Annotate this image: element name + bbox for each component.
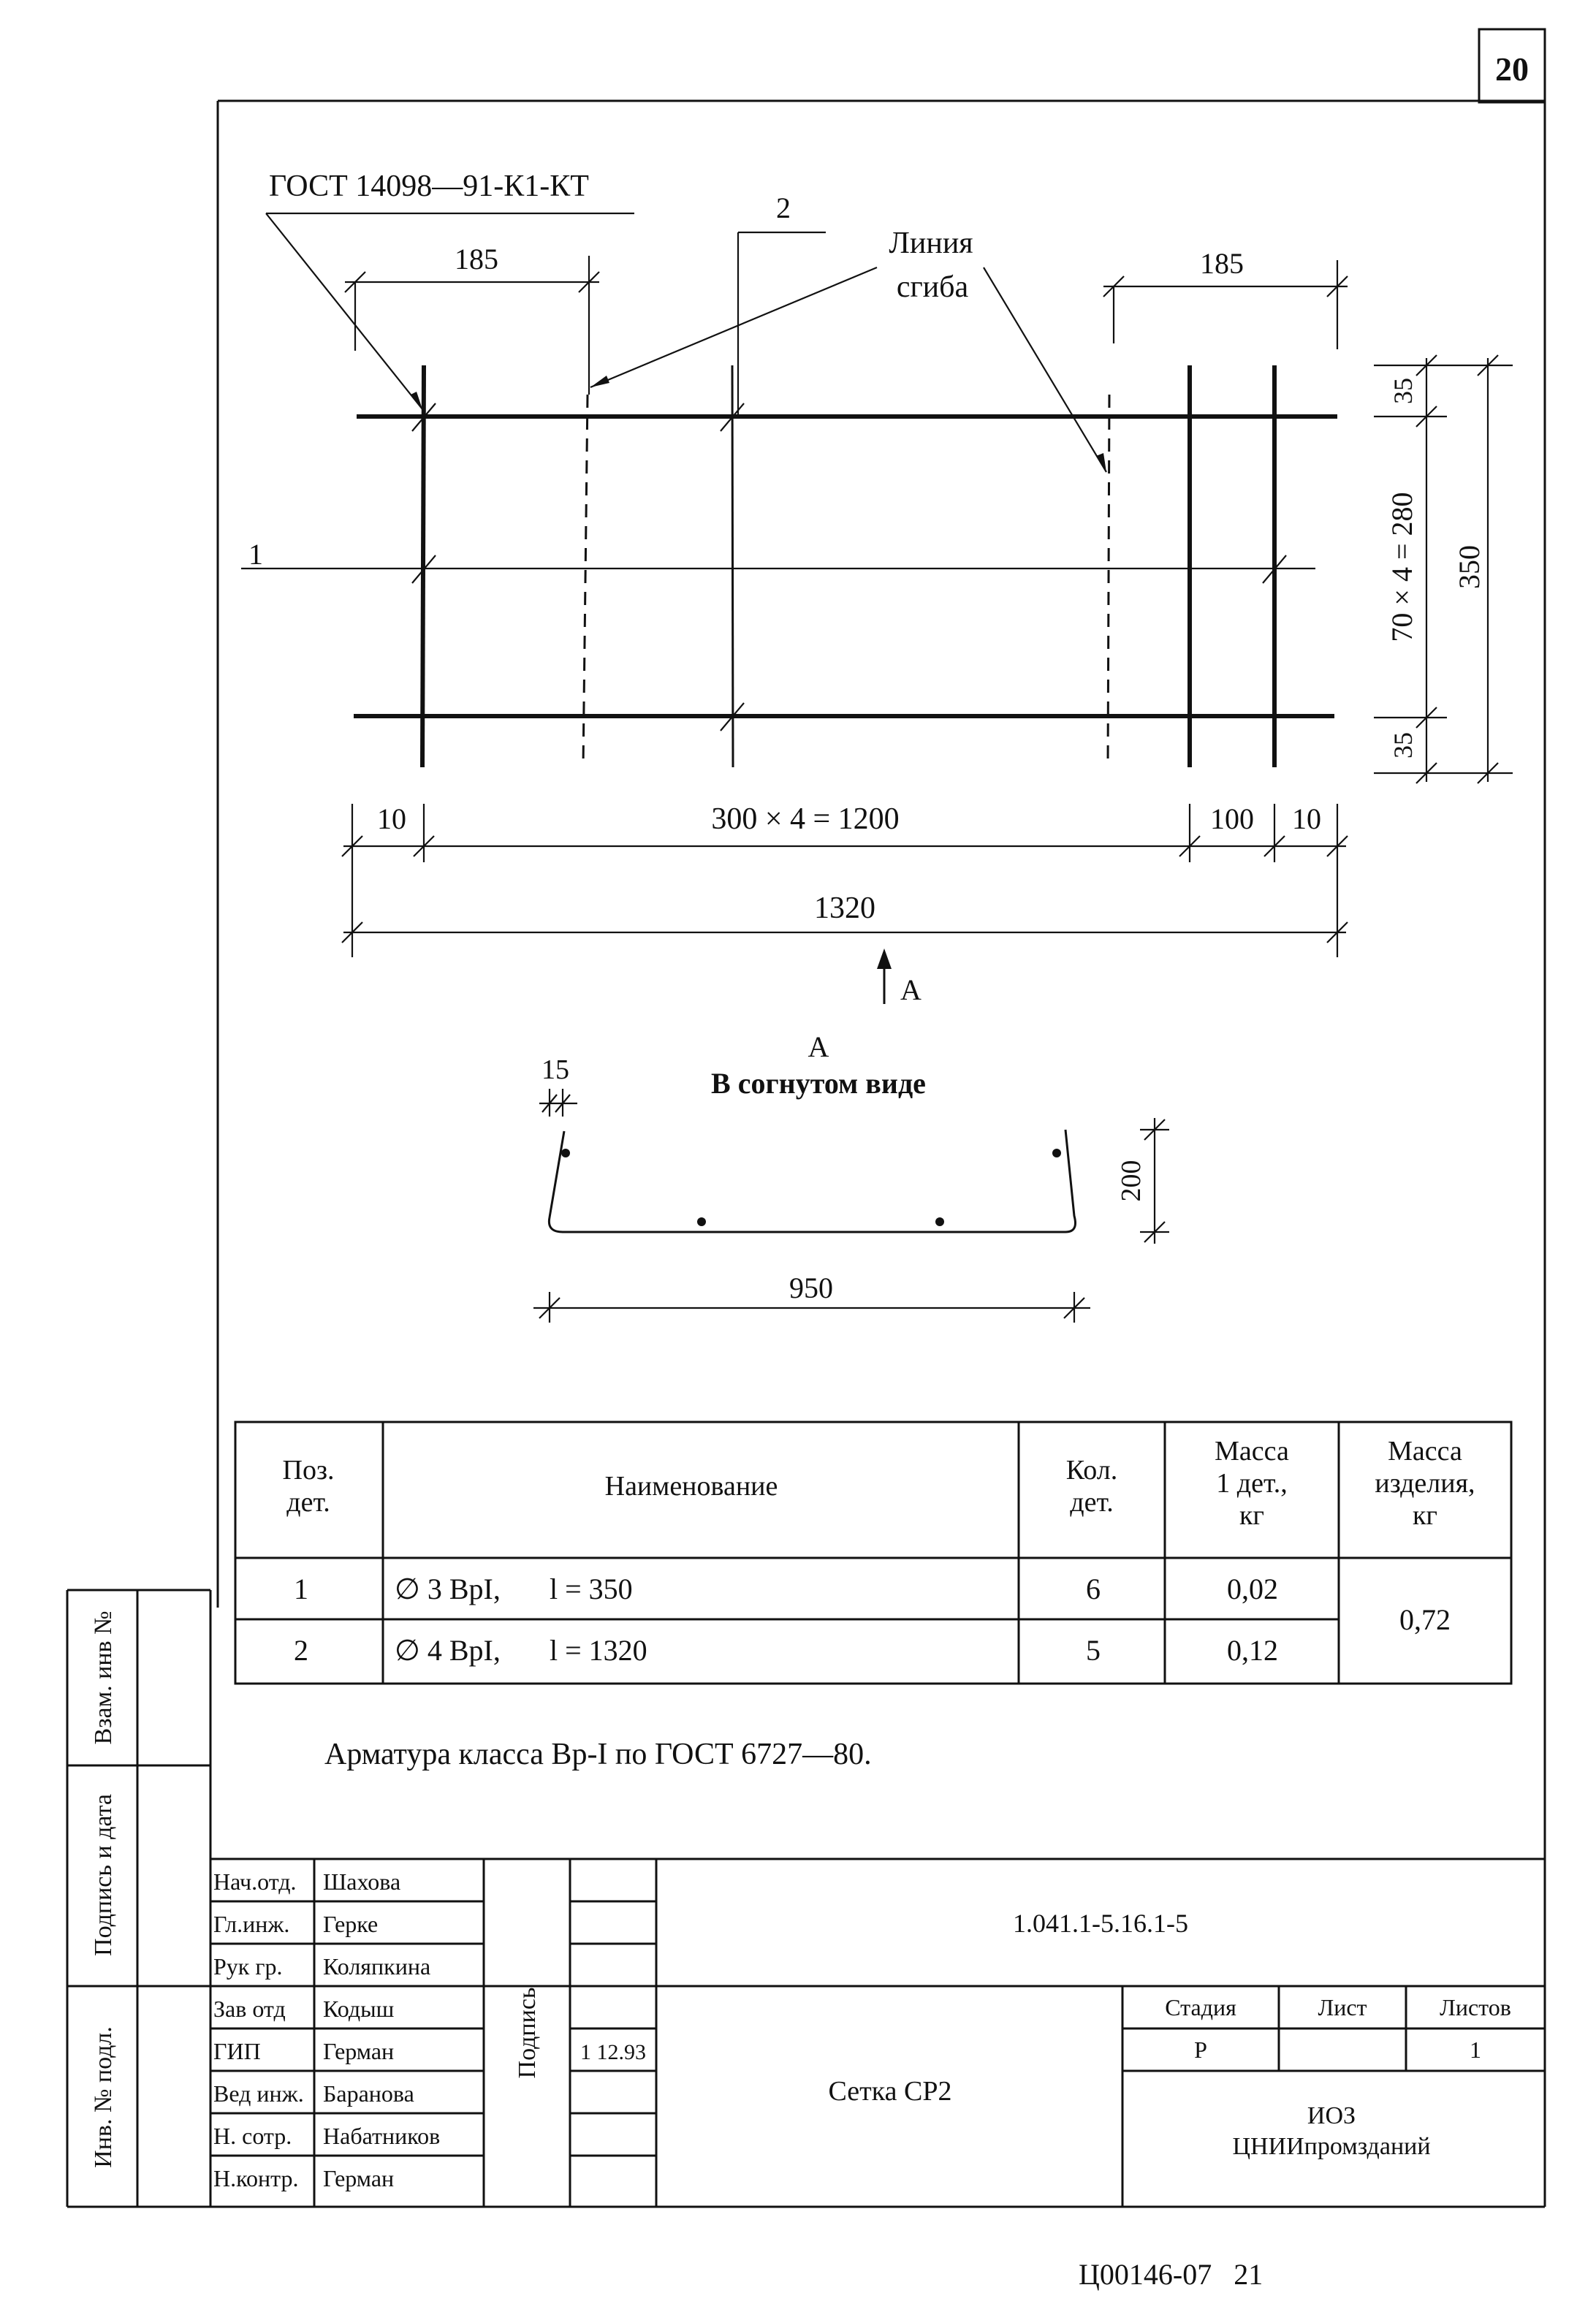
reinforcement-note: Арматура класса Вр-I по ГОСТ 6727—80. bbox=[324, 1738, 872, 1771]
stage-value: Р bbox=[1194, 2037, 1207, 2063]
row2-qty: 5 bbox=[1086, 1634, 1101, 1667]
stamp-vzam-inv: Взам. инв № bbox=[90, 1611, 117, 1745]
signature-header: Подпись bbox=[514, 1987, 541, 2079]
sheets-value: 1 bbox=[1470, 2037, 1481, 2063]
stamp-inv-podl: Инв. № подл. bbox=[90, 2026, 117, 2168]
row2-len: l = 1320 bbox=[550, 1634, 647, 1667]
role-3: Рук гр. bbox=[213, 1953, 283, 1980]
dim-15: 15 bbox=[542, 1054, 569, 1085]
hdr-qty-2: дет. bbox=[1070, 1487, 1114, 1518]
name-2: Герке bbox=[323, 1911, 379, 1937]
bend-line-label-1: Линия bbox=[889, 227, 973, 260]
table-row bbox=[294, 1634, 1278, 1667]
sheet-label: Лист bbox=[1318, 1994, 1367, 2020]
bend-line-left bbox=[583, 395, 588, 767]
dim-280: 70 × 4 = 280 bbox=[1386, 492, 1418, 642]
callout-1: 1 bbox=[248, 538, 263, 571]
hdr-pos-1: Поз. bbox=[282, 1455, 335, 1486]
sheets-label: Листов bbox=[1440, 1994, 1511, 2020]
dim-950: 950 bbox=[789, 1271, 833, 1304]
role-1: Нач.отд. bbox=[213, 1868, 297, 1895]
hdr-mass1-1: Масса bbox=[1215, 1436, 1289, 1467]
callout-2: 2 bbox=[776, 191, 791, 224]
page-number: 20 bbox=[1495, 50, 1529, 88]
section-letter: А bbox=[808, 1030, 829, 1063]
section-title: В согнутом виде bbox=[711, 1067, 926, 1100]
name-6: Баранова bbox=[323, 2080, 414, 2107]
dim-35-bottom: 35 bbox=[1388, 732, 1418, 758]
product-name: Сетка СР2 bbox=[828, 2076, 952, 2107]
dim-350: 350 bbox=[1453, 545, 1486, 589]
transverse-bar-1 bbox=[422, 365, 424, 767]
row2-pos: 2 bbox=[294, 1634, 308, 1667]
side-stamp bbox=[67, 1590, 210, 2207]
role-2: Гл.инж. bbox=[213, 1911, 290, 1937]
bend-line-right bbox=[1108, 395, 1109, 767]
table-row bbox=[294, 1573, 1278, 1605]
total-mass: 0,72 bbox=[1399, 1603, 1451, 1636]
name-8: Герман bbox=[323, 2165, 395, 2191]
hdr-name: Наименование bbox=[604, 1471, 778, 1502]
mesh-plan-view bbox=[241, 365, 1337, 767]
row1-len: l = 350 bbox=[550, 1573, 633, 1605]
row1-mass: 0,02 bbox=[1227, 1573, 1278, 1605]
title-block-text bbox=[213, 1868, 1511, 2191]
hdr-mass-total-1: Масса bbox=[1388, 1436, 1462, 1467]
name-4: Кодыш bbox=[323, 1996, 395, 2022]
dim-35-top: 35 bbox=[1388, 378, 1418, 404]
spec-table bbox=[235, 1422, 1511, 1684]
name-5: Герман bbox=[323, 2038, 395, 2064]
dim-100: 100 bbox=[1210, 802, 1254, 835]
role-7: Н. сотр. bbox=[213, 2123, 292, 2149]
plan-annotations bbox=[248, 170, 1106, 571]
name-1: Шахова bbox=[323, 1868, 401, 1895]
transverse-bar-2 bbox=[732, 365, 733, 767]
stage-label: Стадия bbox=[1165, 1994, 1236, 2020]
view-arrow-label: А bbox=[900, 973, 922, 1006]
hdr-qty-1: Кол. bbox=[1065, 1455, 1118, 1486]
dim-1320: 1320 bbox=[814, 891, 875, 925]
org-line-1: ИОЗ bbox=[1307, 2102, 1356, 2129]
org-line-2: ЦНИИпромзданий bbox=[1232, 2133, 1431, 2160]
doc-code: 1.041.1-5.16.1-5 bbox=[1013, 1909, 1188, 1938]
dim-10-right: 10 bbox=[1292, 802, 1321, 835]
dimensions-top bbox=[345, 256, 1348, 395]
std-label: ГОСТ 14098—91-К1-КТ bbox=[269, 170, 589, 203]
row1-pos: 1 bbox=[294, 1573, 308, 1605]
row2-dia: ∅ 4 ВрI, bbox=[395, 1634, 501, 1667]
name-3: Коляпкина bbox=[323, 1953, 431, 1980]
hdr-mass-total-2: изделия, bbox=[1375, 1468, 1475, 1499]
dim-1200: 300 × 4 = 1200 bbox=[711, 802, 900, 836]
role-8: Н.контр. bbox=[213, 2165, 299, 2191]
row2-mass: 0,12 bbox=[1227, 1634, 1278, 1667]
dim-10-left: 10 bbox=[377, 802, 406, 835]
dim-185-left: 185 bbox=[455, 243, 498, 275]
role-5: ГИП bbox=[213, 2038, 261, 2064]
approval-date: 1 12.93 bbox=[580, 2040, 646, 2064]
hdr-pos-2: дет. bbox=[286, 1487, 330, 1518]
page-number-box bbox=[1479, 29, 1545, 102]
role-6: Вед инж. bbox=[213, 2080, 304, 2107]
hdr-mass-total-3: кг bbox=[1412, 1500, 1438, 1531]
row1-qty: 6 bbox=[1086, 1573, 1101, 1605]
dim-200: 200 bbox=[1116, 1160, 1147, 1202]
view-arrow bbox=[877, 948, 922, 1006]
role-4: Зав отд bbox=[213, 1996, 286, 2022]
stamp-podpis-data: Подпись и дата bbox=[90, 1794, 117, 1956]
dim-185-right: 185 bbox=[1200, 247, 1244, 280]
bent-view bbox=[533, 1030, 1169, 1323]
footer-code: Ц00146-07 21 bbox=[1079, 2258, 1264, 2291]
bend-line-label-2: сгиба bbox=[896, 270, 969, 304]
hdr-mass1-2: 1 дет., bbox=[1216, 1468, 1288, 1499]
hdr-mass1-3: кг bbox=[1239, 1500, 1265, 1531]
name-7: Набатников bbox=[323, 2123, 441, 2149]
bent-mesh-profile bbox=[549, 1130, 1075, 1232]
row1-dia: ∅ 3 ВрI, bbox=[395, 1573, 501, 1605]
